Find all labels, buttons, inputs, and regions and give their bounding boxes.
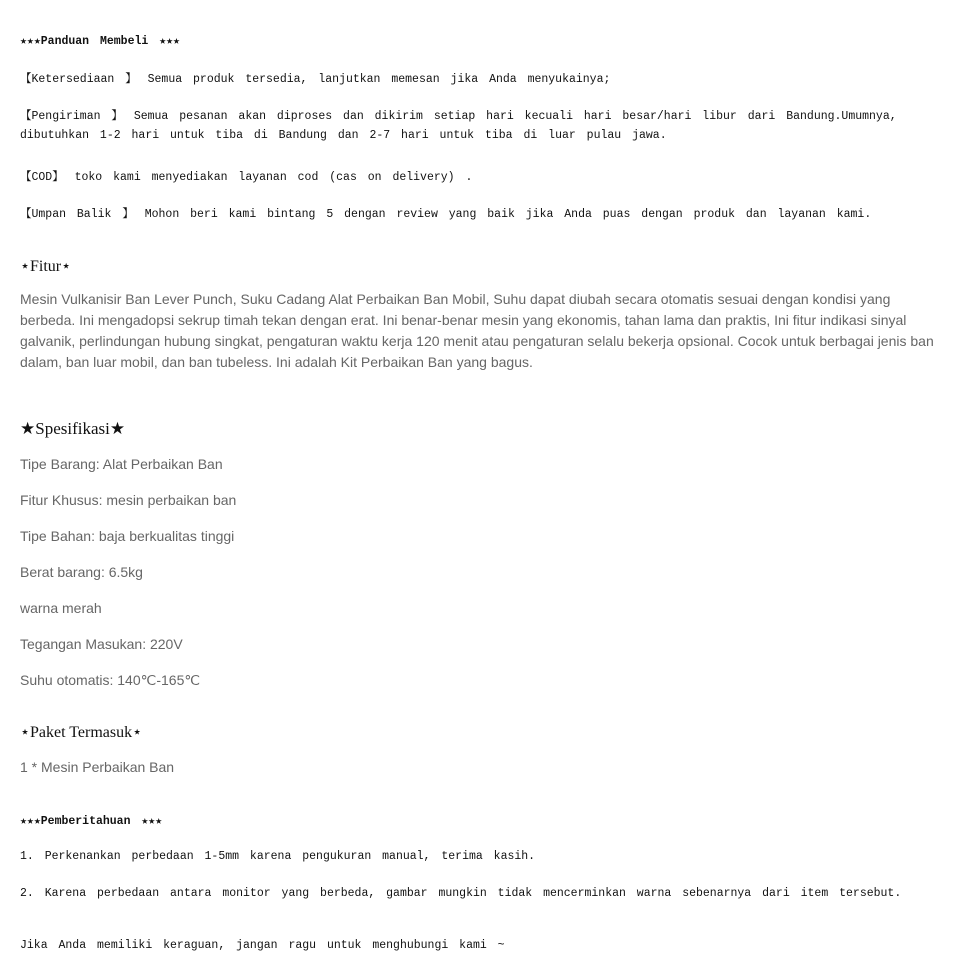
notice-title: ★★★Pemberitahuan ★★★ xyxy=(20,815,163,828)
specs-title: ★Spesifikasi★ xyxy=(20,419,126,438)
spec-item: Tipe Barang: Alat Perbaikan Ban xyxy=(20,456,223,472)
guide-title: ★★★Panduan Membeli ★★★ xyxy=(20,35,180,48)
spec-item: Suhu otomatis: 140℃-165℃ xyxy=(20,672,201,688)
notice-item: 2. Karena perbedaan antara monitor yang berbeda, gambar mungkin tidak mencerminkan warna sebenarnya dari item tersebut. xyxy=(20,887,902,900)
notice-item: 1. Perkenankan perbedaan 1-5mm karena pengukuran manual, terima kasih. xyxy=(20,850,536,863)
spec-item: warna merah xyxy=(20,600,102,616)
spec-item: Fitur Khusus: mesin perbaikan ban xyxy=(20,492,237,508)
guide-item-feedback: 【Umpan Balik 】 Mohon beri kami bintang 5 dengan review yang baik jika Anda puas dengan produk dan layanan kami. xyxy=(20,208,872,221)
package-title: ⋆Paket Termasuk⋆ xyxy=(20,724,143,741)
notice-closing: Jika Anda memiliki keraguan, jangan ragu untuk menghubungi kami ~ xyxy=(20,939,505,952)
spec-item: Tegangan Masukan: 220V xyxy=(20,636,183,652)
guide-item-cod: 【COD】 toko kami menyediakan layanan cod (cas on delivery) . xyxy=(20,171,473,184)
guide-item-availability: 【Ketersediaan 】 Semua produk tersedia, lanjutkan memesan jika Anda menyukainya; xyxy=(20,73,611,86)
features-text: Mesin Vulkanisir Ban Lever Punch, Suku Cadang Alat Perbaikan Ban Mobil, Suhu dapat diubah secara otomatis sesuai dengan kondisi yang berbeda. Ini mengadopsi sekrup timah tekan dengan erat. Ini benar-benar mesin yang ekonomis, tahan lama dan praktis, Ini fitur indikasi sinyal galvanik, perlindungan hubung singkat, pengaturan waktu kerja 120 menit atau pengaturan selalu bekerja opsional. Cocok untuk berbagai jenis ban dalam, ban luar mobil, dan ban tubeless. Ini adalah Kit Perbaikan Ban yang bagus. xyxy=(20,291,934,370)
spec-item: Tipe Bahan: baja berkualitas tinggi xyxy=(20,528,235,544)
guide-item-shipping: 【Pengiriman 】 Semua pesanan akan diproses dan dikirim setiap hari kecuali hari besar/hari libur dari Bandung.Umumnya, xyxy=(20,110,897,123)
package-item: 1 * Mesin Perbaikan Ban xyxy=(20,759,175,775)
spec-item: Berat barang: 6.5kg xyxy=(20,564,143,580)
guide-item-shipping-cont: dibutuhkan 1-2 hari untuk tiba di Bandung dan 2-7 hari untuk tiba di luar pulau jawa. xyxy=(20,129,667,142)
features-title: ⋆Fitur⋆ xyxy=(20,258,72,275)
